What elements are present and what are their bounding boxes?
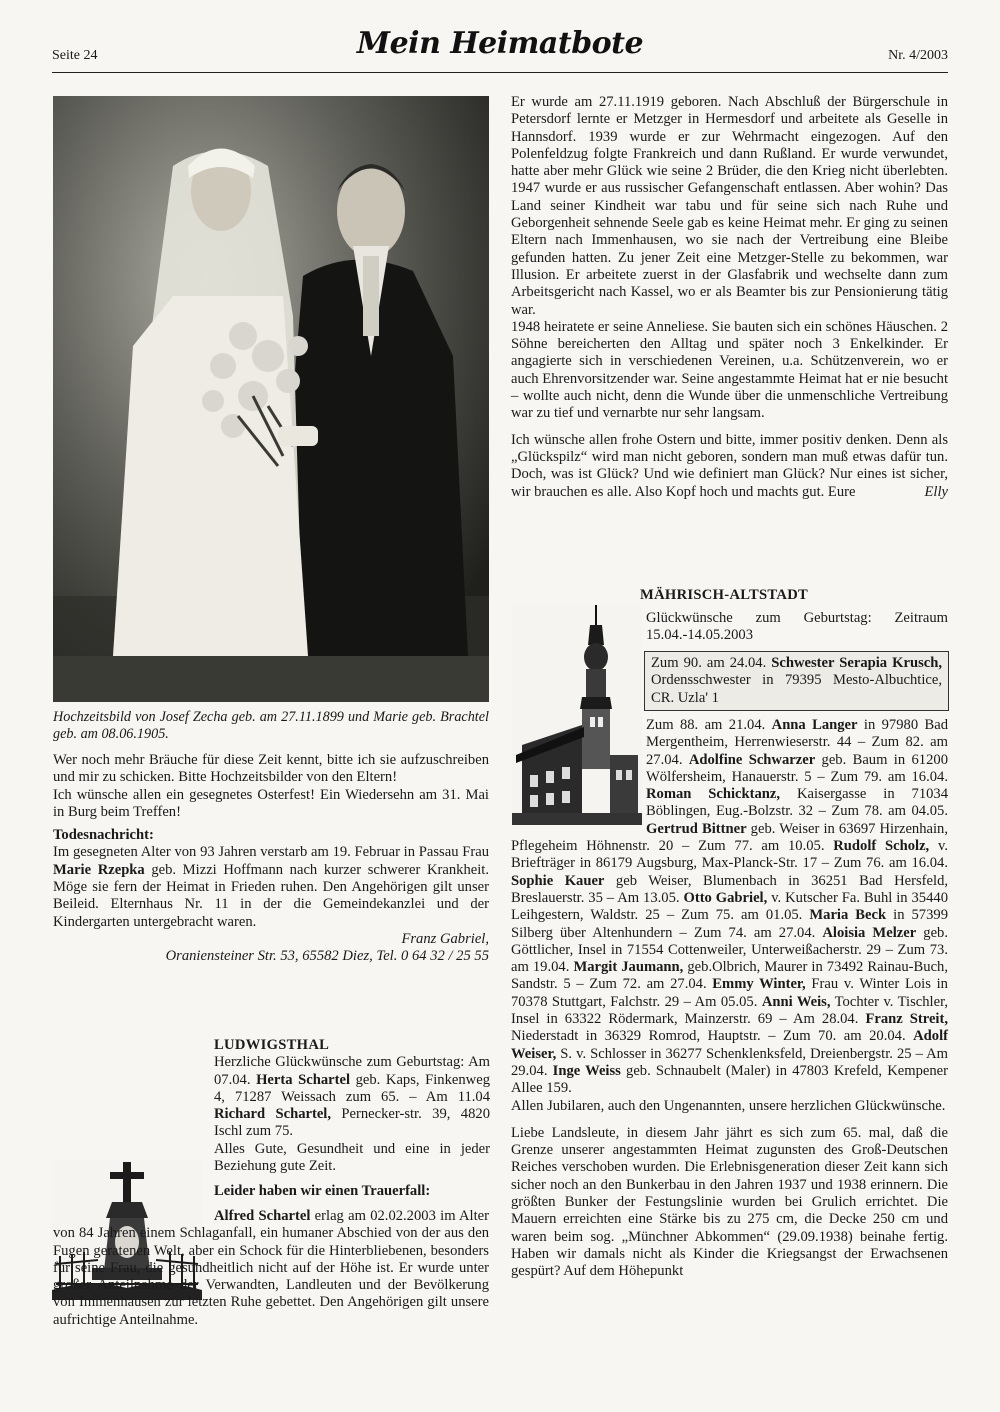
ludwigsthal-section bbox=[214, 1037, 490, 1201]
easter-wishes-paragraph: Ich wünsche allen frohe Ostern und bitte, immer positiv denken. Denn als „Glückspilz“ wird man nicht geboren, sondern man muß etwas dafür tun. Doch, was ist Glück? Und wie definiert man Glück? Nur eines ist sicher, wir brauchen es alle. Also Kopf hoch und machts gut. Eure Elly bbox=[511, 431, 948, 500]
highlighted-birthday-box: Zum 90. am 24.04. Schwester Serapia Krusch, Ordensschwester in 79395 Mesto-Albuchtice, CR. Uzla' 1 bbox=[644, 651, 949, 711]
customs-request-paragraph: Wer noch mehr Bräuche für diese Zeit kennt, bitte ich sie aufzuschreiben und mir zu schicken. Bitte Hochzeitsbilder von den Eltern! bbox=[53, 752, 489, 786]
birthday-list: Zum 88. am 21.04. Anna Langer in 97980 Bad Mergentheim, Herrenwieserstr. 44 – Zum 82. am 27.04. Adolfine Schwarzer geb. Baum in 61200 Wölfersheim, Hanauerstr. 5 – Zum 79. am 16.04. Roman Schicktanz, Kaisergasse in 71034 Böblingen, Eug.-Bolzstr. 32 – Zum 78. am 04.05. Gertrud Bittner geb. Weiser in 63697 Hirzenhain, Pflegeheim Höhnenstr. 20 – Zum 77. am 10.05. Rudolf Scholz, v. Briefträger in 86179 Augsburg, Max-Planck-Str. 17 – Zum 76. am 16.04. Sophie Kauer geb Weiser, Blumenbach in 36251 Bad Hersfeld, Breslauerstr. 35 – Am 13.05. Otto Gabriel, v. Kutscher Fa. Buhl in 35440 Leihgestern, Waldstr. 25 – Zum 75. am 01.05. Maria Beck in 57399 Silberg über Altenhundern – Zum 74. am 27.04. Aloisia Melzer geb. Göttlicher, Insel in 71554 Cottenweiler, Unterweißacherstr. 29 – Zum 73. am 19.04. Margit Jaumann, geb.Olbrich, Maurer in 73492 Rainau-Buch, Sandstr. 5 – Zum 72. am 27.04. Emmy Winter, Frau v. Winter Lois in 70378 Stuttgart, Falchstr. 29 – Am 05.05. Anni Weis, Tochter v. Tischler, Insel in 63322 Rödermark, Mainzerstr. 69 – Am 28.04. Franz Streit, Niederstadt in 36329 Romrod, Hauptstr. – Zum 70. am 20.04. Adolf Weiser, S. v. Schlosser in 36277 Schenklenksfeld, Dreienbergstr. 25 – Am 29.04. Inge Weiss geb. Schnaubelt (Maler) in 47803 Krefeld, Kempener Allee 159. Allen Jubilaren, auch den Ungenannten, unsere herzlichen Glückwünsche. Liebe Landsleute, in diesem Jahr jährt es sich zum 65. mal, daß die Grenze unserer angestammten Heimat zugunsten des Groß-Deutschen Reiches verschoben wurden. Die Erlebnisgeneration dieser Zeit kann sich sicher noch an den Bunkerbau in den Jahren 1937 und 1938 erinnern. Die größten Bunker der Festungslinie wurden bei Grulich errichtet. Die Mauern erreichten eine Stärke bis zu 275 cm, die Decke 250 cm und waren beim sog. „Münchner Abkommen“ (29.09.1938) beinahe fertig. Haben wir damals nicht als Kinder die Kriegsangst der Erwachsenen gespürt? Auf dem Höhepunkt bbox=[511, 717, 949, 1280]
maehrisch-altstadt-heading: MÄHRISCH-ALTSTADT bbox=[640, 587, 809, 603]
bereavement-paragraph: Alfred Schartel erlag am 02.02.2003 im Alter von 84 Jahren einem Schlaganfall, ein humaner Abschied von der aus den Fugen geratenen Welt, aber ein Schock für die Hinterbliebenen, besonders für seine Frau, die gesundheitlich nicht auf der Höhe ist. Er wurde unter großer Anteilnahme der Verwandten, Landleuten und der Bevölkerung von Immenhausen zur letzten Ruhe gebettet. Den Angehörigen gilt unsere aufrichtige Anteilnahme. bbox=[53, 1208, 489, 1328]
left-column-intro bbox=[53, 752, 489, 966]
birthday-period-intro: Glückwünsche zum Geburtstag: Zeitraum 15.04.-14.05.2003 bbox=[646, 610, 948, 644]
wedding-photo bbox=[53, 96, 489, 702]
header-rule bbox=[52, 72, 948, 73]
birthday-closing: Allen Jubilaren, auch den Ungenannten, unsere herzlichen Glückwünsche. bbox=[511, 1097, 946, 1114]
signature-elly: Elly bbox=[924, 483, 948, 500]
obituary-heading: Todesnachricht: bbox=[53, 827, 154, 844]
author-name: Franz Gabriel, bbox=[401, 930, 489, 947]
obituary-paragraph: Im gesegneten Alter von 93 Jahren verstarb am 19. Februar in Passau Frau Marie Rzepka geb. Mizzi Hoffmann nach kurzer schwerer Krankheit. Möge sie fern der Heimat in Frieden ruhen. Den Angehörigen gilt unser Beileid. Elternhaus Nr. 11 in der die Gemeindekanzlei und der Kindergarten untergebracht waren. bbox=[53, 844, 490, 930]
ludwigsthal-birthdays: Herzliche Glückwünsche zum Geburtstag: Am 07.04. Herta Schartel geb. Kaps, Finkenweg 4, 71287 Weissach zum 65. – Am 11.04 Richard Schartel, Pernecker-str. 39, 4820 Ischl zum 75. bbox=[214, 1054, 490, 1140]
biography-paragraph-1: Er wurde am 27.11.1919 geboren. Nach Abschluß der Bürgerschule in Petersdorf lernte er Metzger in Hermesdorf und arbeitete als Geselle in Hannsdorf. 1939 wurde er zur Wehrmacht eingezogen. Auf den Polenfeldzug folgte Frankreich und dann Rußland. Er wurde verwundet, hatte aber mehr Glück wie seine 2 Brüder, die den Krieg nicht überlebten. 1947 wurde er aus russischer Gefangenschaft entlassen. Aber wohin? Das Land seiner Kindheit war tabu und für seine sich nach Ruhe und Geborgenheit sehnende Seele gab es keine Heimat mehr. Er ging zu seinen Eltern nach Immenhausen, wo sie nach der Vertreibung eine Bleibe gefunden hatten. Zu jener Zeit eine Metzger-Stelle zu bekommen, war Illusion. Er arbeitete zuerst in der Glasfabrik und wechselte dann zum Arbeitsgericht nach Kassel, wo er als Beamter bis zur Pensionierung tätig war. bbox=[511, 94, 948, 318]
easter-greeting-paragraph: Ich wünsche allen ein gesegnetes Osterfest! Ein Wiedersehn am 31. Mai in Burg beim Treffen! bbox=[53, 786, 489, 820]
obituary-name: Marie Rzepka bbox=[53, 861, 145, 878]
issue-number: Nr. 4/2003 bbox=[888, 48, 948, 63]
ludwigsthal-heading: LUDWIGSTHAL bbox=[214, 1037, 330, 1053]
highlighted-birthday-name: Schwester Serapia Krusch, bbox=[771, 655, 942, 671]
author-address: Oraniensteiner Str. 53, 65582 Diez, Tel. 0 64 32 / 25 55 bbox=[165, 948, 489, 965]
illustration-spacer bbox=[511, 717, 646, 837]
wedding-photo-image bbox=[53, 96, 489, 702]
page-number: Seite 24 bbox=[52, 48, 98, 63]
ludwigsthal-wishes: Alles Gute, Gesundheit und eine in jeder Beziehung gute Zeit. bbox=[214, 1140, 490, 1175]
masthead-title: Mein Heimatbote bbox=[356, 26, 644, 61]
biography-paragraph-2: 1948 heiratete er seine Anneliese. Sie bauten sich ein schönes Häuschen. 2 Söhne bereicherten den Alltag und später noch 3 Enkelkinder. Er angagierte sich in verschiedenen Vereinen, u.a. Schützenverein, wo er auch Ehrenvorsitzender war. Seine angestammte Heimat hat er nie besucht – wollte auch nicht, denn die Wunde über die unmenschliche Vertreibung war zu tief und vernarbte nur sehr langsam. bbox=[511, 318, 948, 422]
photo-caption: Hochzeitsbild von Josef Zecha geb. am 27.11.1899 und Marie geb. Brachtel geb. am 08.06.1905. bbox=[53, 709, 489, 742]
bereavement-name: Alfred Schartel bbox=[214, 1208, 311, 1224]
right-column-biography bbox=[511, 94, 948, 501]
bereavement-heading: Leider haben wir einen Trauerfall: bbox=[214, 1183, 431, 1200]
bunker-history-paragraph: Liebe Landsleute, in diesem Jahr jährt es sich zum 65. mal, daß die Grenze unserer angestammten Heimat zugunsten des Groß-Deutschen Reiches verschoben wurden. Die Erlebnisgeneration dieser Zeit kann sich sicher noch an den Bunkerbau in den Jahren 1937 und 1938 erinnern. Die größten Bunker der Festungslinie wurden bei Grulich errichtet. Die Mauern erreichten eine Stärke bis zu 275 cm, die Decke 250 cm und waren beim sog. „Münchner Abkommen“ (29.09.1938) beinahe fertig. Haben wir damals nicht als Kinder die Kriegsangst der Erwachsenen gespürt? Auf dem Höhepunkt bbox=[511, 1124, 948, 1280]
